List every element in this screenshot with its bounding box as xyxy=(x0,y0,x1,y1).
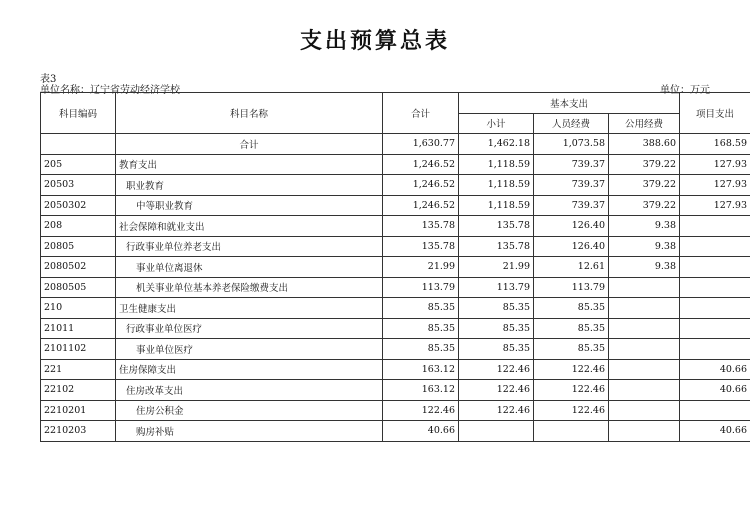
total-personnel: 1,073.58 xyxy=(534,134,609,155)
subtotal-cell: 1,118.59 xyxy=(459,195,534,216)
table-row xyxy=(41,154,750,175)
name-cell: 事业单位离退休 xyxy=(116,257,383,278)
name-cell: 中等职业教育 xyxy=(116,195,383,216)
personnel-cell: 122.46 xyxy=(534,400,609,421)
personnel-cell: 85.35 xyxy=(534,298,609,319)
code-cell: 2050302 xyxy=(41,195,116,216)
table-row xyxy=(41,175,750,196)
project-cell: 127.93 xyxy=(680,195,750,216)
subtotal-cell: 113.79 xyxy=(459,277,534,298)
project-cell xyxy=(680,257,750,278)
public-cell xyxy=(609,359,680,380)
public-cell: 379.22 xyxy=(609,154,680,175)
name-cell: 职业教育 xyxy=(116,175,383,196)
subtotal-cell xyxy=(459,421,534,442)
total-cell: 21.99 xyxy=(383,257,459,278)
project-cell xyxy=(680,339,750,360)
code-cell: 205 xyxy=(41,154,116,175)
public-cell: 9.38 xyxy=(609,236,680,257)
name-cell: 住房改革支出 xyxy=(116,380,383,401)
total-cell: 113.79 xyxy=(383,277,459,298)
total-row xyxy=(41,134,750,155)
total-cell: 85.35 xyxy=(383,339,459,360)
table-row xyxy=(41,339,750,360)
table-row xyxy=(41,421,750,442)
name-cell: 机关事业单位基本养老保险缴费支出 xyxy=(116,277,383,298)
personnel-cell: 12.61 xyxy=(534,257,609,278)
subtotal-cell: 122.46 xyxy=(459,380,534,401)
code-cell: 21011 xyxy=(41,318,116,339)
name-cell: 社会保障和就业支出 xyxy=(116,216,383,237)
table-row xyxy=(41,257,750,278)
public-cell xyxy=(609,298,680,319)
subtotal-cell: 85.35 xyxy=(459,339,534,360)
project-cell xyxy=(680,277,750,298)
project-cell xyxy=(680,318,750,339)
subtotal-cell: 135.78 xyxy=(459,236,534,257)
header-total: 合计 xyxy=(383,93,459,134)
code-cell: 22102 xyxy=(41,380,116,401)
subtotal-cell: 1,118.59 xyxy=(459,175,534,196)
table-row xyxy=(41,298,750,319)
total-cell: 135.78 xyxy=(383,236,459,257)
personnel-cell: 113.79 xyxy=(534,277,609,298)
total-code-cell xyxy=(41,134,116,155)
project-cell: 127.93 xyxy=(680,154,750,175)
subtotal-cell: 21.99 xyxy=(459,257,534,278)
subtotal-cell: 85.35 xyxy=(459,298,534,319)
total-cell: 40.66 xyxy=(383,421,459,442)
personnel-cell: 739.37 xyxy=(534,175,609,196)
table-row xyxy=(41,236,750,257)
project-cell xyxy=(680,236,750,257)
subtotal-cell: 135.78 xyxy=(459,216,534,237)
name-cell: 事业单位医疗 xyxy=(116,339,383,360)
total-cell: 85.35 xyxy=(383,318,459,339)
header-subtotal: 小计 xyxy=(459,113,534,134)
header-basic: 基本支出 xyxy=(459,93,680,114)
code-cell: 2080505 xyxy=(41,277,116,298)
public-cell xyxy=(609,421,680,442)
table-row xyxy=(41,195,750,216)
subtotal-cell: 1,118.59 xyxy=(459,154,534,175)
header-personnel: 人员经费 xyxy=(534,113,609,134)
total-cell: 1,246.52 xyxy=(383,154,459,175)
total-cell: 1,246.52 xyxy=(383,175,459,196)
total-subtotal: 1,462.18 xyxy=(459,134,534,155)
total-cell: 1,246.52 xyxy=(383,195,459,216)
project-cell: 127.93 xyxy=(680,175,750,196)
header-code: 科目编码 xyxy=(41,93,116,134)
project-cell xyxy=(680,216,750,237)
code-cell: 210 xyxy=(41,298,116,319)
subtotal-cell: 85.35 xyxy=(459,318,534,339)
public-cell: 379.22 xyxy=(609,175,680,196)
name-cell: 卫生健康支出 xyxy=(116,298,383,319)
public-cell xyxy=(609,277,680,298)
table-row xyxy=(41,359,750,380)
personnel-cell: 122.46 xyxy=(534,380,609,401)
code-cell: 221 xyxy=(41,359,116,380)
project-cell xyxy=(680,400,750,421)
project-cell: 40.66 xyxy=(680,380,750,401)
code-cell: 2210203 xyxy=(41,421,116,442)
project-cell: 40.66 xyxy=(680,359,750,380)
total-label: 合计 xyxy=(116,134,383,155)
total-cell: 135.78 xyxy=(383,216,459,237)
subtotal-cell: 122.46 xyxy=(459,359,534,380)
total-total: 1,630.77 xyxy=(383,134,459,155)
page-title: 支出预算总表 xyxy=(299,29,450,54)
name-cell: 住房公积金 xyxy=(116,400,383,421)
table-row xyxy=(41,216,750,237)
budget-table xyxy=(40,92,750,442)
public-cell xyxy=(609,339,680,360)
public-cell: 9.38 xyxy=(609,216,680,237)
code-cell: 2101102 xyxy=(41,339,116,360)
personnel-cell: 126.40 xyxy=(534,216,609,237)
unit-name: 单位名称：辽宁省劳动经济学校 xyxy=(40,85,180,96)
name-cell: 购房补贴 xyxy=(116,421,383,442)
public-cell xyxy=(609,380,680,401)
public-cell: 9.38 xyxy=(609,257,680,278)
name-cell: 住房保障支出 xyxy=(116,359,383,380)
code-cell: 2080502 xyxy=(41,257,116,278)
table-body xyxy=(41,134,750,442)
code-cell: 208 xyxy=(41,216,116,237)
total-cell: 85.35 xyxy=(383,298,459,319)
table-header xyxy=(41,93,750,134)
total-project: 168.59 xyxy=(680,134,750,155)
currency-unit: 单位：万元 xyxy=(660,85,710,96)
table-row xyxy=(41,400,750,421)
project-cell xyxy=(680,298,750,319)
code-cell: 20503 xyxy=(41,175,116,196)
total-public: 388.60 xyxy=(609,134,680,155)
project-cell: 40.66 xyxy=(680,421,750,442)
code-cell: 2210201 xyxy=(41,400,116,421)
public-cell xyxy=(609,400,680,421)
total-cell: 122.46 xyxy=(383,400,459,421)
personnel-cell: 739.37 xyxy=(534,195,609,216)
personnel-cell: 85.35 xyxy=(534,339,609,360)
total-cell: 163.12 xyxy=(383,359,459,380)
personnel-cell: 126.40 xyxy=(534,236,609,257)
personnel-cell xyxy=(534,421,609,442)
personnel-cell: 122.46 xyxy=(534,359,609,380)
table-row xyxy=(41,380,750,401)
table-number: 表3 xyxy=(40,74,57,85)
public-cell: 379.22 xyxy=(609,195,680,216)
name-cell: 行政事业单位养老支出 xyxy=(116,236,383,257)
code-cell: 20805 xyxy=(41,236,116,257)
public-cell xyxy=(609,318,680,339)
name-cell: 教育支出 xyxy=(116,154,383,175)
personnel-cell: 739.37 xyxy=(534,154,609,175)
header-name: 科目名称 xyxy=(116,93,383,134)
table-row xyxy=(41,277,750,298)
personnel-cell: 85.35 xyxy=(534,318,609,339)
table-row xyxy=(41,318,750,339)
header-public: 公用经费 xyxy=(609,113,680,134)
total-cell: 163.12 xyxy=(383,380,459,401)
subtotal-cell: 122.46 xyxy=(459,400,534,421)
header-project: 项目支出 xyxy=(680,93,750,134)
name-cell: 行政事业单位医疗 xyxy=(116,318,383,339)
